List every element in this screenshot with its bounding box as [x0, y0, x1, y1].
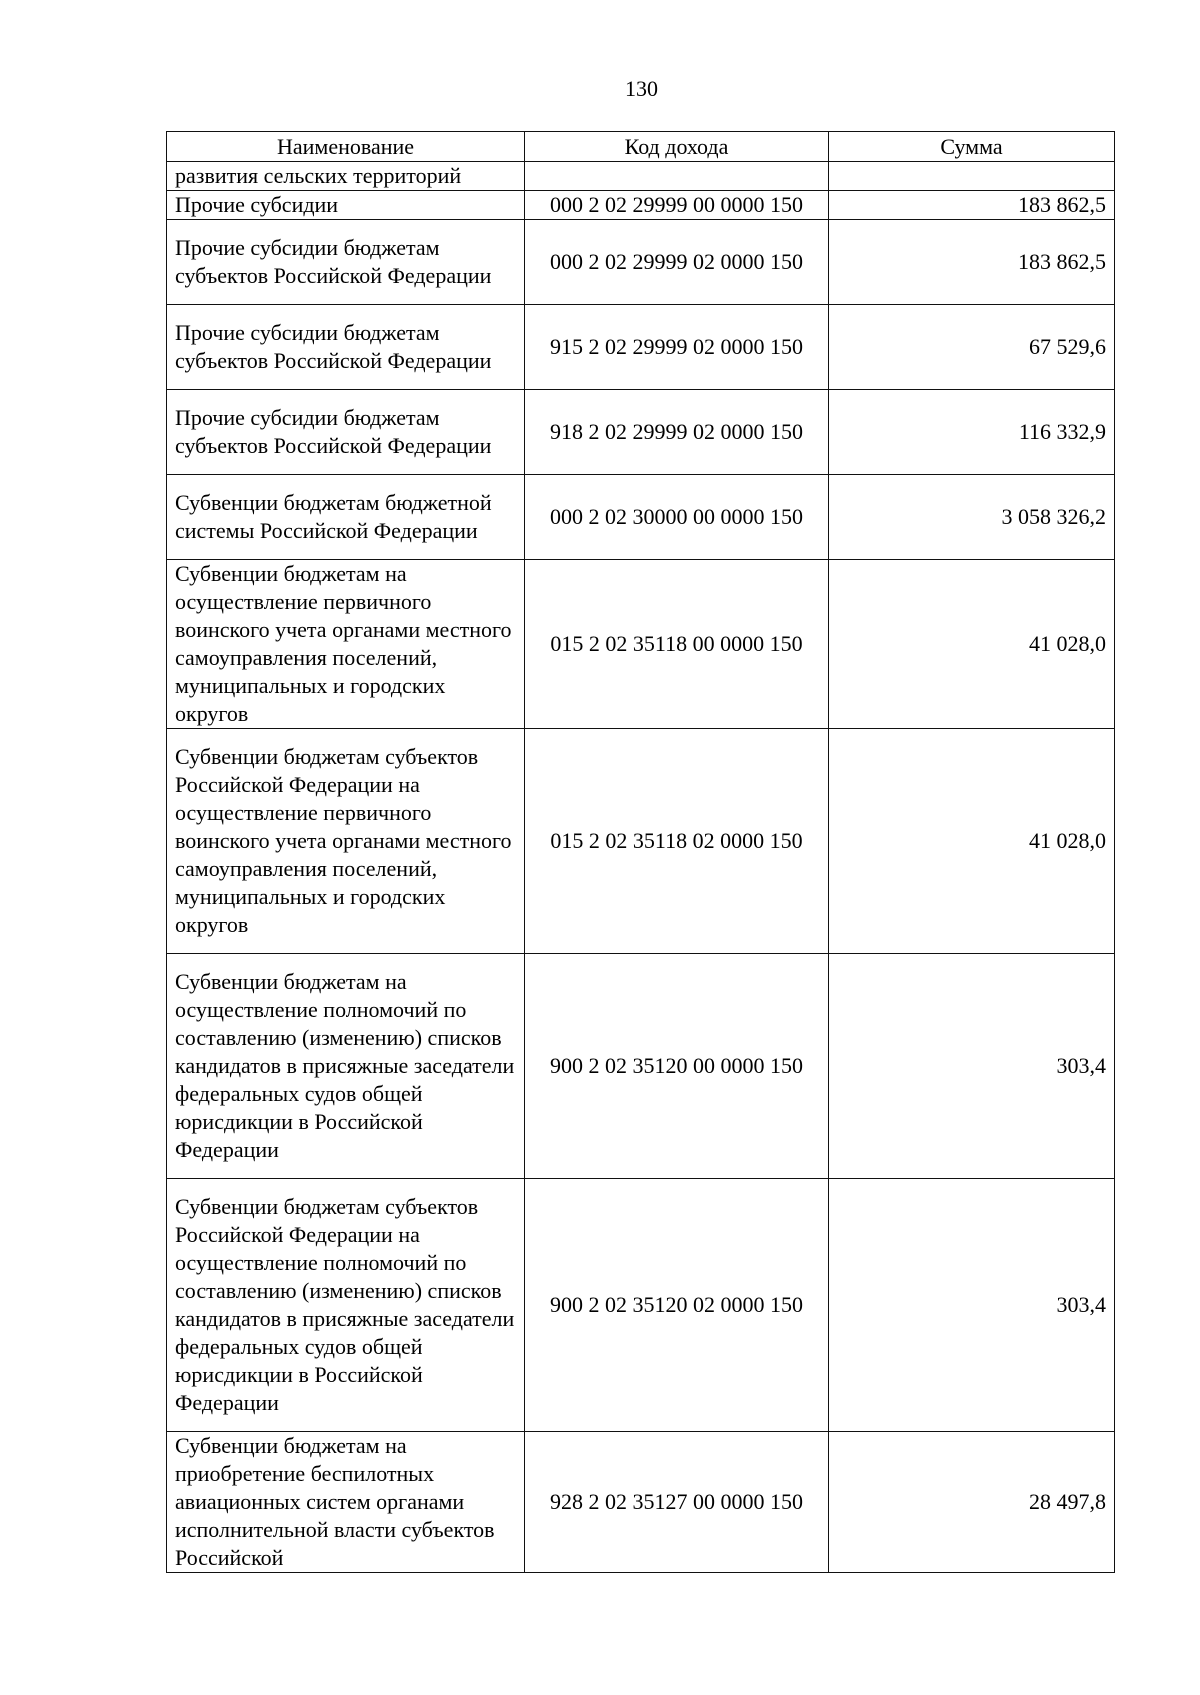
table-row: [167, 1432, 1115, 1573]
revenue-table: [166, 131, 1115, 1573]
row-code: 900 2 02 35120 02 0000 150: [525, 1179, 829, 1432]
header-sum: Сумма: [829, 132, 1115, 162]
table-row: [167, 560, 1115, 729]
row-sum: [829, 162, 1115, 191]
table-row: [167, 729, 1115, 954]
row-name: Субвенции бюджетам на осуществление первичного воинского учета органами местного самоуправления поселений, муниципальных и городских округов: [167, 560, 525, 729]
row-code: 015 2 02 35118 02 0000 150: [525, 729, 829, 954]
row-name: Прочие субсидии: [167, 191, 525, 220]
header-code: Код дохода: [525, 132, 829, 162]
row-code: 015 2 02 35118 00 0000 150: [525, 560, 829, 729]
row-sum: 28 497,8: [829, 1432, 1115, 1573]
row-sum: 116 332,9: [829, 390, 1115, 475]
header-name: Наименование: [167, 132, 525, 162]
row-name: Субвенции бюджетам на осуществление полномочий по составлению (изменению) списков кандидатов в присяжные заседатели федеральных судов общей юрисдикции в Российской Федерации: [167, 954, 525, 1179]
row-sum: 3 058 326,2: [829, 475, 1115, 560]
table-row: [167, 220, 1115, 305]
row-code: 000 2 02 29999 02 0000 150: [525, 220, 829, 305]
row-name: Прочие субсидии бюджетам субъектов Российской Федерации: [167, 305, 525, 390]
row-sum: 41 028,0: [829, 560, 1115, 729]
row-sum: 67 529,6: [829, 305, 1115, 390]
page-number: 130: [625, 76, 658, 101]
row-code: 000 2 02 29999 00 0000 150: [525, 191, 829, 220]
row-name: Субвенции бюджетам на приобретение беспилотных авиационных систем органами исполнительной власти субъектов Российской: [167, 1432, 525, 1573]
table-row: [167, 475, 1115, 560]
table-row: [167, 954, 1115, 1179]
row-name: Субвенции бюджетам бюджетной системы Российской Федерации: [167, 475, 525, 560]
row-sum: 183 862,5: [829, 220, 1115, 305]
row-code: 915 2 02 29999 02 0000 150: [525, 305, 829, 390]
row-sum: 303,4: [829, 1179, 1115, 1432]
row-sum: 183 862,5: [829, 191, 1115, 220]
table-row: [167, 305, 1115, 390]
row-code: 000 2 02 30000 00 0000 150: [525, 475, 829, 560]
row-code: [525, 162, 829, 191]
table-row: [167, 162, 1115, 191]
table-row: [167, 1179, 1115, 1432]
row-name: Субвенции бюджетам субъектов Российской Федерации на осуществление полномочий по составлению (изменению) списков кандидатов в присяжные заседатели федеральных судов общей юрисдикции в Российской Федерации: [167, 1179, 525, 1432]
row-sum: 41 028,0: [829, 729, 1115, 954]
row-name: развития сельских территорий: [167, 162, 525, 191]
row-code: 900 2 02 35120 00 0000 150: [525, 954, 829, 1179]
table-header-row: [167, 132, 1115, 162]
row-code: 918 2 02 29999 02 0000 150: [525, 390, 829, 475]
row-name: Прочие субсидии бюджетам субъектов Российской Федерации: [167, 220, 525, 305]
row-name: Прочие субсидии бюджетам субъектов Российской Федерации: [167, 390, 525, 475]
table-row: [167, 191, 1115, 220]
row-sum: 303,4: [829, 954, 1115, 1179]
row-code: 928 2 02 35127 00 0000 150: [525, 1432, 829, 1573]
row-name: Субвенции бюджетам субъектов Российской Федерации на осуществление первичного воинского учета органами местного самоуправления поселений, муниципальных и городских округов: [167, 729, 525, 954]
table-row: [167, 390, 1115, 475]
